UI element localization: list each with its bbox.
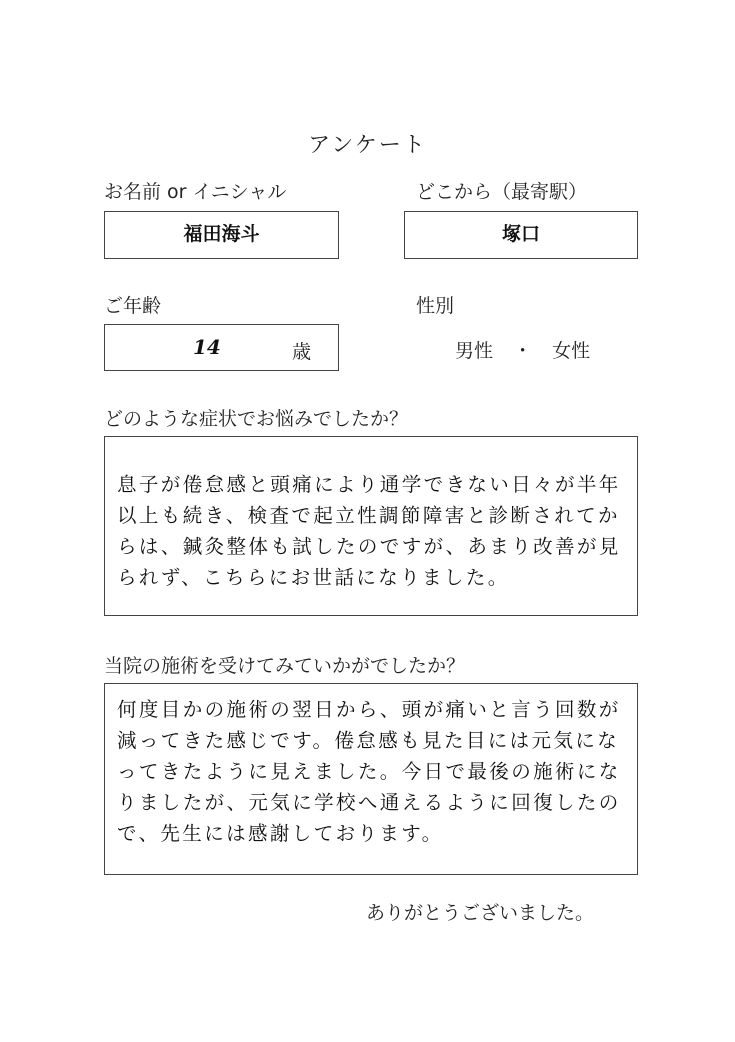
name-field <box>104 211 339 259</box>
q1-answer: 息子が倦怠感と頭痛により通学できない日々が半年以上も続き、検査で起立性調節障害と診断されてからは、鍼灸整体も試したのですが、あまり改善が見られず、こちらにお世話になりました。 <box>117 473 621 589</box>
station-label: どこから（最寄駅） <box>416 181 588 203</box>
q1-question: どのような症状でお悩みでしたか？ <box>104 408 409 430</box>
age-unit: 歳 <box>292 341 312 363</box>
station-field <box>404 211 638 259</box>
q2-question: 当院の施術を受けてみていかがでしたか？ <box>104 655 466 677</box>
name-label: お名前 or イニシャル <box>104 181 287 203</box>
name-value: 福田海斗 <box>183 223 260 245</box>
age-field <box>104 324 339 371</box>
gender-separator: ・ <box>513 340 533 362</box>
page-title: アンケート <box>308 133 427 158</box>
station-value: 塚口 <box>501 223 540 245</box>
age-label: ご年齢 <box>104 295 162 317</box>
q1-answer-box <box>104 436 638 616</box>
age-value: 14 <box>193 335 221 359</box>
gender-male: 男性 <box>455 340 494 362</box>
q2-answer: 何度目かの施術の翌日から、頭が痛いと言う回数が減ってきた感じです。倦怠感も見た目には元気になってきたように見えました。今日で最後の施術になりましたが、元気に学校へ通えるように回復したので、先生には感謝しております。 <box>117 698 621 845</box>
q2-answer-box <box>104 683 638 875</box>
gender-female: 女性 <box>552 340 591 362</box>
gender-label: 性別 <box>416 295 455 317</box>
closing-text: ありがとうございました。 <box>366 902 595 924</box>
gender-options <box>455 336 590 363</box>
